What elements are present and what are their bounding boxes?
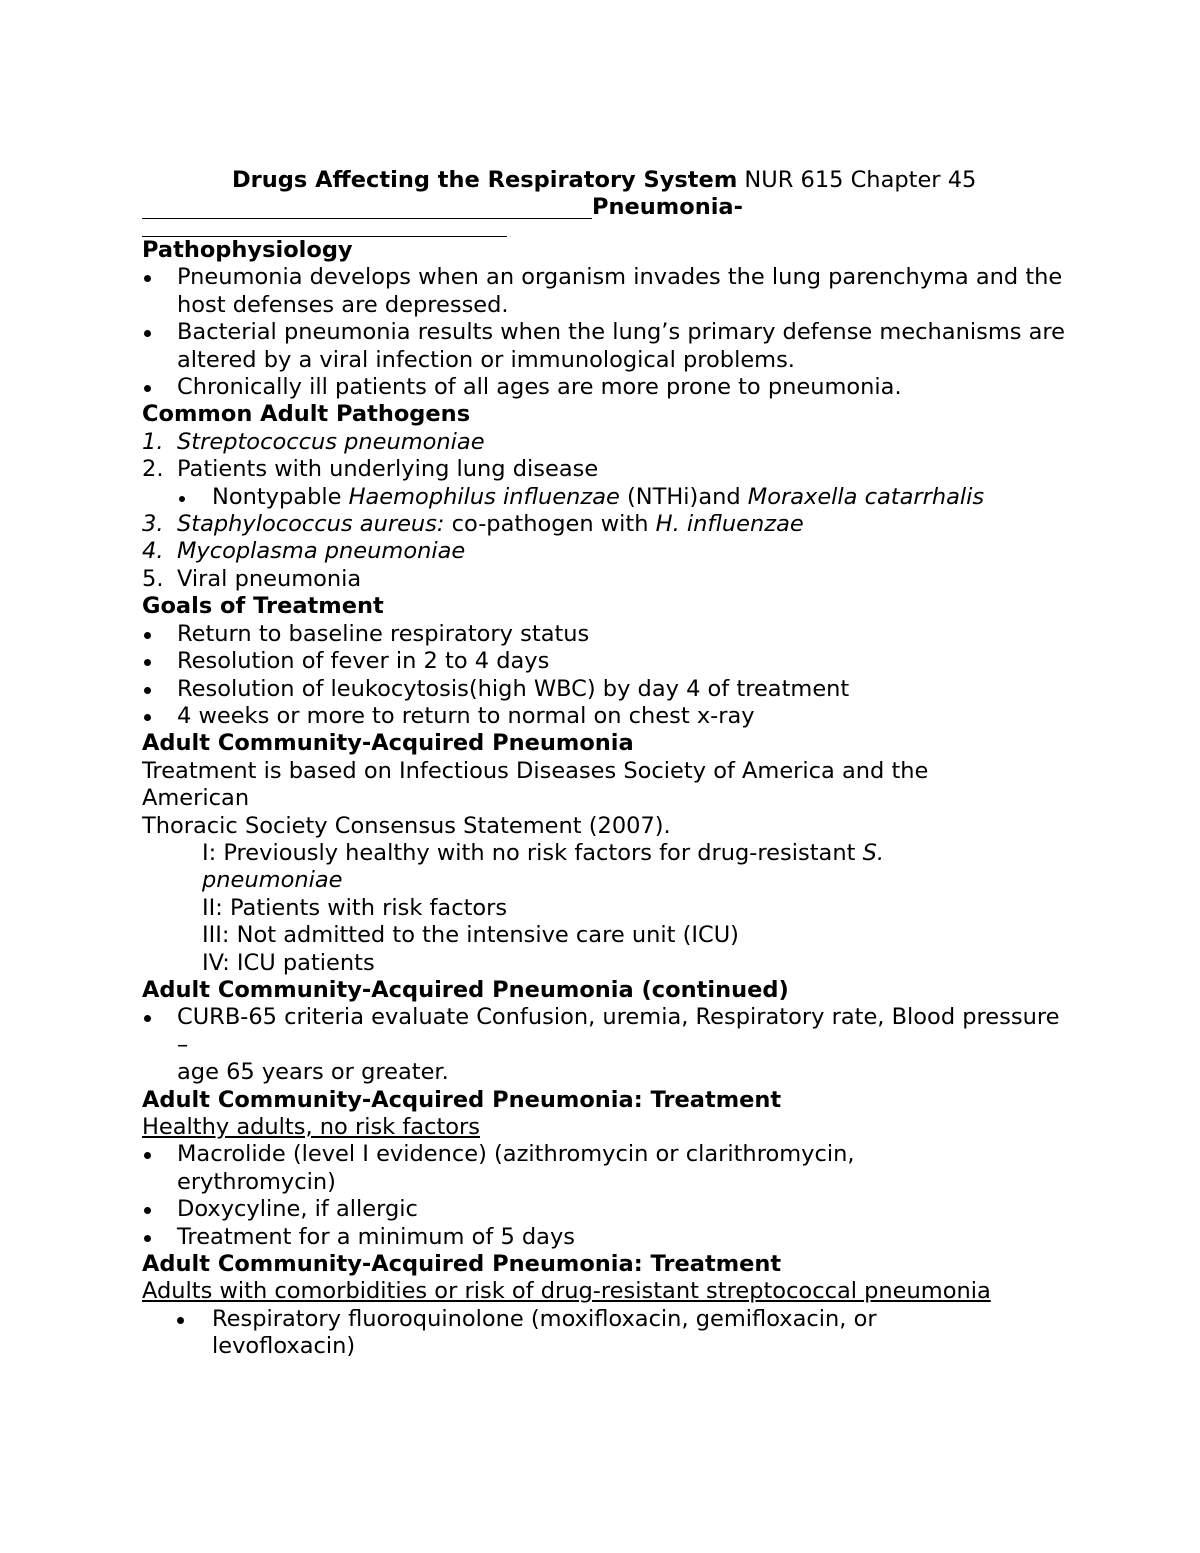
pathogen-name: S. pneumoniae <box>202 839 884 894</box>
document-body <box>142 167 1072 1361</box>
heading-goals: Goals of Treatment <box>142 593 384 620</box>
list-item: Pneumonia develops when an organism invades the lung parenchyma and the host defenses are depressed. <box>142 264 1072 319</box>
document-title <box>232 167 1072 194</box>
pathogen-name: Streptococcus pneumoniae <box>177 428 485 455</box>
list-item: Resolution of fever in 2 to 4 days <box>142 648 1072 675</box>
list-item: Chronically ill patients of all ages are more prone to pneumonia. <box>142 374 1072 401</box>
pathogen-name: Viral pneumonia <box>177 565 362 592</box>
list-item: Macrolide (level I evidence) (azithromycin or clarithromycin, erythromycin) <box>142 1141 917 1196</box>
heading-pathophysiology: Pathophysiology <box>142 237 353 263</box>
list-number: 2. <box>142 456 164 483</box>
list-item <box>142 566 1072 593</box>
heading-pathogens: Common Adult Pathogens <box>142 401 471 428</box>
pathogen-name: Moraxella catarrhalis <box>747 483 985 510</box>
list-number: 5. <box>142 565 164 592</box>
cap-class-2: II: Patients with risk factors <box>202 894 508 921</box>
list-item <box>142 538 1072 565</box>
heading-cap-continued: Adult Community-Acquired Pneumonia (continued) <box>142 976 789 1003</box>
list-item: Return to baseline respiratory status <box>142 621 1072 648</box>
cap-class-1 <box>142 840 942 895</box>
list-item: Respiratory fluoroquinolone (moxifloxacin, gemifloxacin, or levofloxacin) <box>142 1306 932 1361</box>
list-item: Doxycyline, if allergic <box>142 1196 1072 1223</box>
goals-list <box>142 621 1072 731</box>
pathogen-name: Mycoplasma pneumoniae <box>177 538 466 565</box>
heading-treatment-comorbid: Adult Community-Acquired Pneumonia: Treatment <box>142 1251 782 1278</box>
title-rule <box>142 218 592 219</box>
pathogens-list <box>142 429 1072 593</box>
list-item: Bacterial pneumonia results when the lung’s primary defense mechanisms are altered by a viral infection or immunological problems. <box>142 319 1072 374</box>
pathogen-note: co-pathogen with <box>444 511 656 538</box>
subheading-comorbidities: Adults with comorbidities or risk of drug-resistant streptococcal pneumonia <box>142 1278 991 1305</box>
list-item: CURB-65 criteria evaluate Confusion, uremia, Respiratory rate, Blood pressure – <box>142 1004 1072 1059</box>
cap-class-4: IV: ICU patients <box>202 949 375 976</box>
pathogen-name: Patients with underlying lung disease <box>177 456 599 483</box>
list-number: 1. <box>142 428 164 455</box>
document-subtitle: Pneumonia- <box>592 194 743 220</box>
cap-continued-list <box>142 1004 1072 1059</box>
pathogen-name: Haemophilus influenzae <box>348 483 620 510</box>
list-item: 4 weeks or more to return to normal on chest x-ray <box>142 703 1072 730</box>
list-continuation: age 65 years or greater. <box>177 1059 449 1086</box>
list-item <box>142 429 1072 456</box>
cap-paragraph-line: Treatment is based on Infectious Diseases Society of America and the American <box>142 757 929 812</box>
sub-text: Nontypable <box>212 483 349 510</box>
list-item: Resolution of leukocytosis(high WBC) by day 4 of treatment <box>142 676 1072 703</box>
class-text: I: Previously healthy with no risk factors for drug-resistant <box>202 839 863 866</box>
list-item <box>142 484 1072 511</box>
list-item <box>142 456 1072 483</box>
list-item: Treatment for a minimum of 5 days <box>142 1224 1072 1251</box>
treatment-healthy-list <box>142 1141 1072 1251</box>
list-item <box>142 511 1072 538</box>
pathogen-name: Staphylococcus aureus: <box>177 511 445 538</box>
subtitle-row <box>142 194 1072 221</box>
list-number: 3. <box>142 511 164 538</box>
heading-cap: Adult Community-Acquired Pneumonia <box>142 730 634 757</box>
title-course: NUR 615 Chapter 45 <box>737 167 977 193</box>
title-bold: Drugs Affecting the Respiratory System <box>232 167 738 193</box>
list-number: 4. <box>142 538 164 565</box>
cap-class-3: III: Not admitted to the intensive care unit (ICU) <box>202 922 739 949</box>
treatment-comorbid-list <box>142 1306 1072 1361</box>
cap-paragraph-line: Thoracic Society Consensus Statement (2007). <box>142 812 671 839</box>
pathogen-name: H. influenzae <box>655 511 804 538</box>
heading-treatment-healthy: Adult Community-Acquired Pneumonia: Treatment <box>142 1086 782 1113</box>
sub-text: (NTHi)and <box>619 483 748 510</box>
subheading-healthy-adults: Healthy adults, no risk factors <box>142 1114 481 1140</box>
pathophysiology-list <box>142 264 1072 401</box>
